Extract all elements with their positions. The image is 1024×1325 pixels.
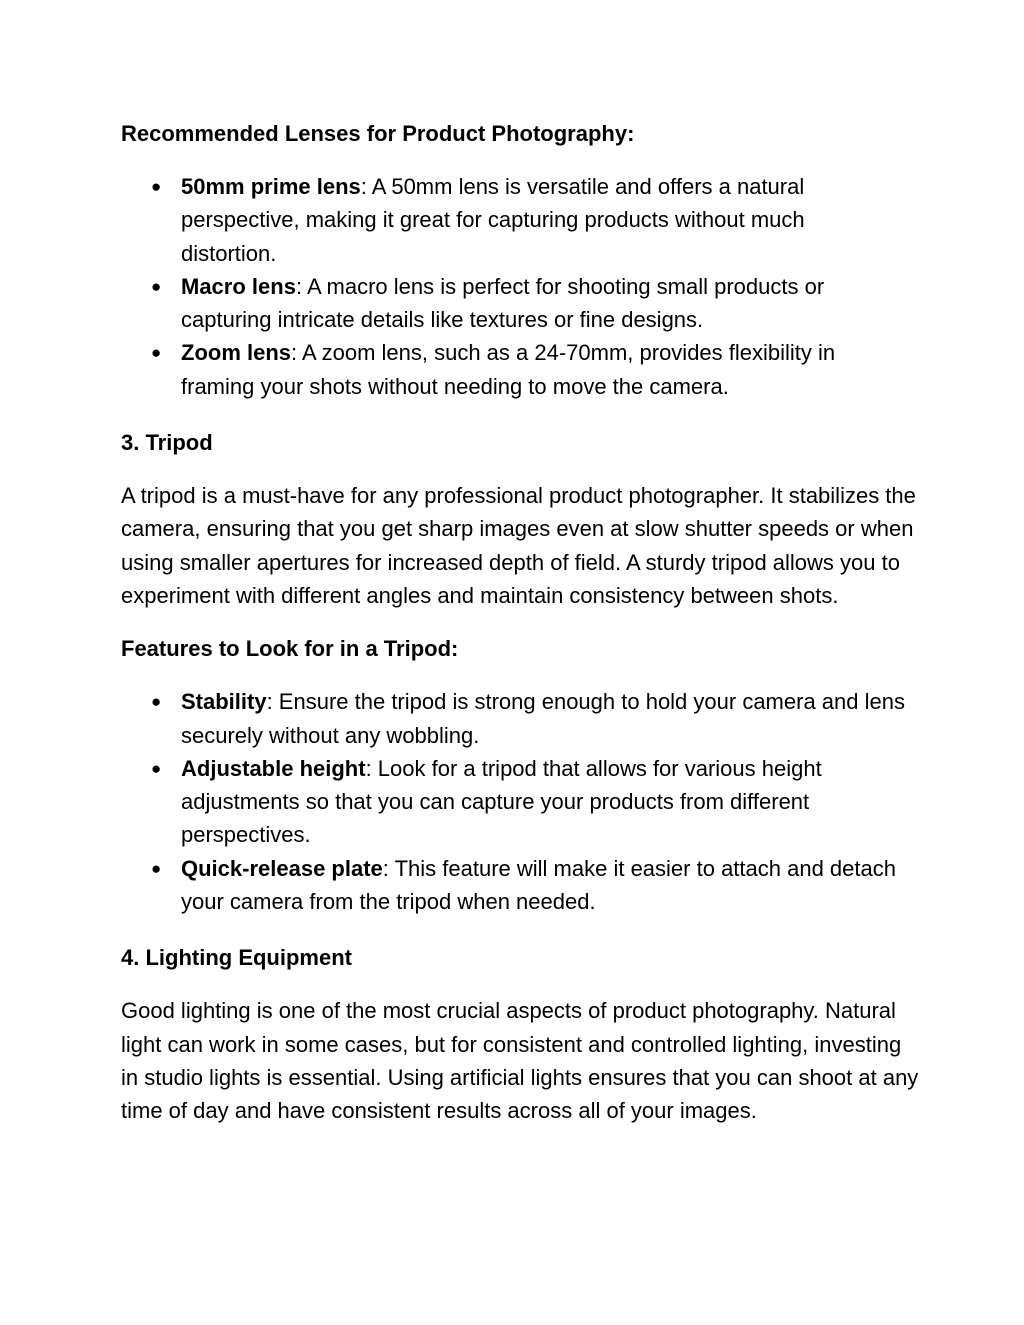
section-heading-tripod: 3. Tripod <box>121 430 213 456</box>
list-item-text: : A 50mm lens is versatile and offers a natural perspective, making it great for capturing products without much distortion. <box>181 174 805 266</box>
list-item-term: Adjustable height <box>181 755 366 781</box>
lens-list <box>121 170 921 403</box>
section-heading-recommended-lenses: Recommended Lenses for Product Photography: <box>121 121 635 146</box>
tripod-features-list <box>121 685 921 918</box>
bullet-icon: ● <box>151 177 162 196</box>
bullet-icon: ● <box>151 276 162 296</box>
list-item <box>121 752 905 852</box>
bullet-icon: ● <box>151 758 162 778</box>
list-item-text: : This feature will make it easier to attach and detach your camera from the tripod when needed. <box>181 855 896 915</box>
list-item-text: : A macro lens is perfect for shooting small products or capturing intricate details like textures or fine designs. <box>181 273 825 333</box>
list-item-text: : Ensure the tripod is strong enough to hold your camera and lens securely without any wobbling. <box>181 689 905 748</box>
list-item-text: : Look for a tripod that allows for various height adjustments so that you can capture your products from different perspectives. <box>181 755 822 848</box>
list-item-term: Macro lens <box>181 273 296 299</box>
list-item <box>121 852 905 919</box>
lighting-paragraph: Good lighting is one of the most crucial aspects of product photography. Natural light can work in some cases, but for consistent and controlled lighting, investing in studio lights is essential. Using artificial lights ensures that you can shoot at any time of day and have consistent results across all of your images. <box>121 998 919 1124</box>
bullet-icon: ● <box>151 343 162 363</box>
tripod-paragraph: A tripod is a must-have for any professional product photographer. It stabilizes the camera, ensuring that you get sharp images even at slow shutter speeds or when using smaller apertures for increased depth of field. A sturdy tripod allows you to experiment with different angles and maintain consistency between shots. <box>121 483 916 608</box>
document-page <box>121 117 921 1128</box>
list-item <box>121 336 905 403</box>
bullet-icon: ● <box>151 692 162 712</box>
list-item-term: Zoom lens <box>181 340 292 366</box>
section-heading-tripod-features: Features to Look for in a Tripod: <box>121 636 459 662</box>
list-item-term: 50mm prime lens <box>181 174 361 199</box>
list-item-text: : A zoom lens, such as a 24-70mm, provides flexibility in framing your shots without needing to move the camera. <box>181 340 836 399</box>
list-item <box>121 170 905 270</box>
list-item <box>121 270 905 337</box>
section-heading-lighting: 4. Lighting Equipment <box>121 945 352 971</box>
list-item-term: Quick-release plate <box>181 855 383 881</box>
list-item <box>121 685 905 752</box>
bullet-icon: ● <box>151 858 162 878</box>
list-item-term: Stability <box>181 689 267 715</box>
